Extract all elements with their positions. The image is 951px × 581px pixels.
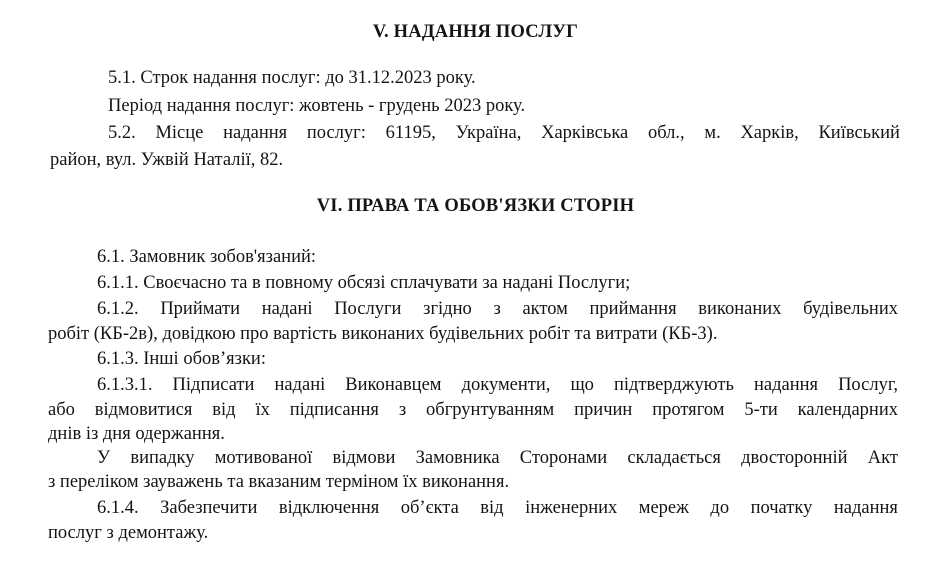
paragraph-6-1-3: 6.1.3. Інші обов’язки: (97, 349, 266, 369)
word: календарних (797, 400, 898, 420)
word: Послуг, (838, 375, 898, 395)
word: підтверджують (613, 375, 734, 395)
word: Київський (818, 123, 900, 143)
word: надання (833, 498, 898, 518)
paragraph-5-2-line-1 (108, 121, 900, 145)
word: Забезпечити (160, 498, 258, 518)
word: 6.1.3.1. (97, 375, 153, 395)
word: обгрунтуванням (426, 400, 555, 420)
word: будівельних (803, 299, 898, 319)
word: надані (274, 375, 326, 395)
word: їх (255, 400, 270, 420)
word: двосторонній (741, 448, 848, 468)
paragraph-6-1-4-line-2: послуг з демонтажу. (48, 523, 209, 543)
word: Підписати (172, 375, 255, 395)
word: складається (627, 448, 721, 468)
word: надані (261, 299, 313, 319)
word: послуг: (306, 123, 366, 143)
paragraph-6-1-3-1-line-3: днів із дня одержання. (48, 424, 225, 444)
word: 5.2. (108, 123, 136, 143)
word: об’єкта (400, 498, 459, 518)
word: надання (753, 375, 819, 395)
word: випадку (130, 448, 195, 468)
word: Замовника (415, 448, 500, 468)
word: документи, (461, 375, 551, 395)
paragraph-6-1-4-line-1 (97, 496, 898, 520)
paragraph-6-1-2-line-2: робіт (КБ-2в), довідкою про вартість виконаних будівельних робіт та витрати (КБ-3). (48, 324, 718, 344)
paragraph-6-1: 6.1. Замовник зобов'язаний: (97, 247, 317, 267)
word: Україна, (455, 123, 522, 143)
word: з (493, 299, 501, 319)
word: актом (522, 299, 568, 319)
word: 5-ти (744, 400, 778, 420)
word: відмовитися (94, 400, 193, 420)
word: що (570, 375, 594, 395)
word: причин (574, 400, 633, 420)
word: від (212, 400, 236, 420)
word: згідно (423, 299, 472, 319)
paragraph-refusal-line-1 (97, 446, 898, 470)
word: 61195, (385, 123, 436, 143)
paragraph-5-2-line-2: район, вул. Ужвій Наталії, 82. (50, 150, 284, 170)
paragraph-refusal-line-2: з переліком зауважень та вказаним терміном їх виконання. (48, 472, 510, 492)
word: Виконавцем (345, 375, 442, 395)
word: виконаних (698, 299, 782, 319)
word: відключення (278, 498, 380, 518)
word: Приймати (160, 299, 241, 319)
word: протягом (652, 400, 725, 420)
word: інженерних (525, 498, 618, 518)
paragraph-6-1-2-line-1 (97, 297, 898, 321)
section-6-heading: VI. ПРАВА ТА ОБОВ'ЯЗКИ СТОРІН (316, 196, 635, 216)
paragraph-6-1-3-1-line-2 (48, 398, 898, 422)
word: Сторонами (519, 448, 608, 468)
word: приймання (589, 299, 677, 319)
paragraph-6-1-1: 6.1.1. Своєчасно та в повному обсязі сплачувати за надані Послуги; (97, 273, 631, 293)
section-5-heading: V. НАДАННЯ ПОСЛУГ (372, 22, 579, 42)
word: 6.1.4. (97, 498, 139, 518)
word: Харківська (541, 123, 629, 143)
word: підписання (289, 400, 379, 420)
word: Послуги (334, 299, 402, 319)
paragraph-5-1-period: Період надання послуг: жовтень - грудень 2023 року. (108, 96, 526, 116)
word: початку (750, 498, 813, 518)
word: відмови (332, 448, 396, 468)
word: до (710, 498, 730, 518)
word: У (97, 448, 111, 468)
word: або (48, 400, 75, 420)
word: мереж (638, 498, 689, 518)
word: Акт (867, 448, 898, 468)
word: надання (223, 123, 288, 143)
paragraph-6-1-3-1-line-1 (97, 373, 898, 397)
paragraph-5-1: 5.1. Строк надання послуг: до 31.12.2023 року. (108, 68, 476, 88)
word: мотивованої (214, 448, 313, 468)
word: обл., (647, 123, 685, 143)
word: м. (704, 123, 721, 143)
word: з (398, 400, 407, 420)
word: 6.1.2. (97, 299, 139, 319)
word: Харків, (740, 123, 799, 143)
word: від (480, 498, 504, 518)
word: Місце (155, 123, 204, 143)
